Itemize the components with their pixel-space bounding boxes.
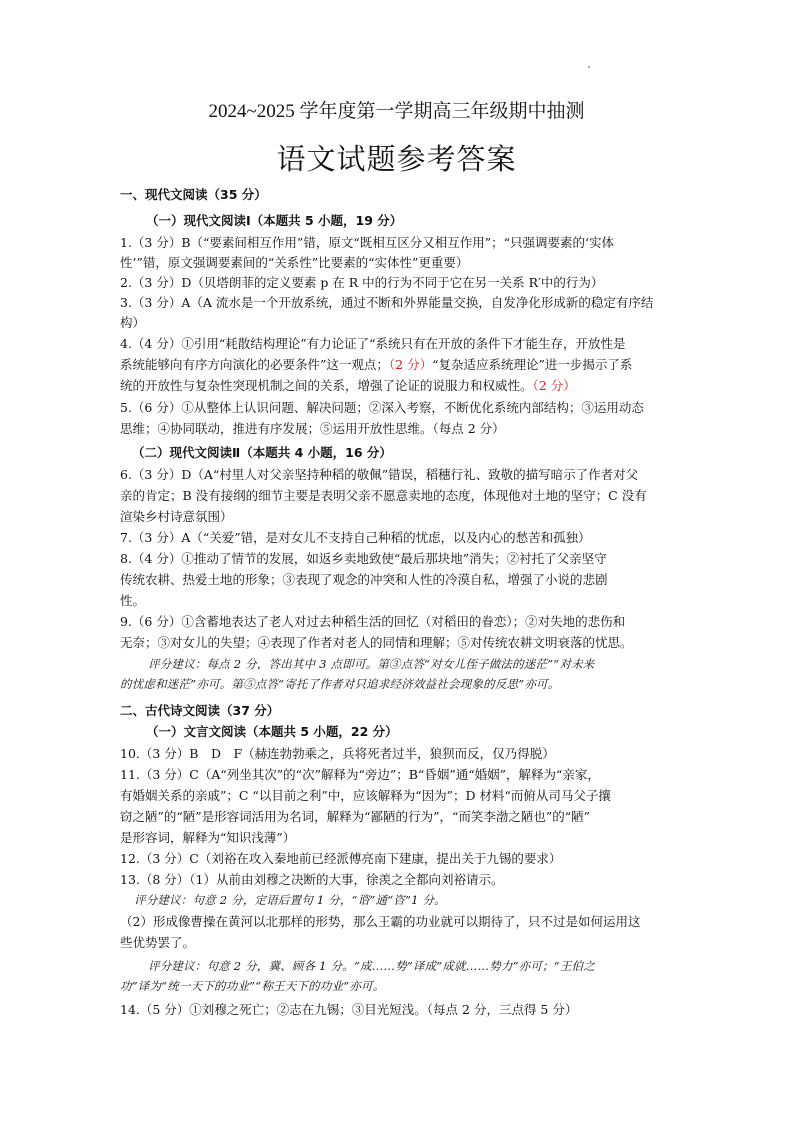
answer-line: 性’”错，原文强调要素间的“关系性”比要素的“实体性”更重要）: [120, 255, 469, 270]
answer-line: （2）形成像曹操在黄河以北那样的形势，那么王霸的功业就可以期待了，只不过是如何运用这: [120, 914, 641, 929]
answer-text: 系统能够向有序方向演化的必要条件”这一观点；: [120, 357, 389, 372]
answer-line: 4.（4 分）①引用“耗散结构理论”有力论证了“系统只有在开放的条件下才能生存，开放性是: [120, 336, 626, 351]
answer-line: [120, 357, 680, 373]
answer-text: “复杂适应系统理论”进一步揭示了系: [432, 357, 633, 372]
answer-line: 5.（6 分）①从整体上认识问题、解决问题；②深入考察，不断优化系统内部结构；③运用动态: [120, 400, 644, 415]
scoring-note: 评分建议：每点 2 分，答出其中 3 点即可。第③点答“对女儿侄子做法的迷茫”“对未来: [148, 657, 595, 671]
answer-line: 窃之陋”的“陋”是形容词活用为名词，解释为“鄙陋的行为”，“而笑李渤之陋也”的“陋”: [120, 809, 591, 824]
answer-line: 亲的肯定；B 没有接纲的细节主要是表明父亲不愿意卖地的态度，体现他对土地的坚守；C 没有: [120, 488, 647, 503]
exam-title: 2024~2025 学年度第一学期高三年级期中抽测: [208, 101, 585, 122]
subsection-heading-reading-2: （二）现代文阅读Ⅱ（本题共 4 小题，16 分）: [132, 445, 392, 460]
answer-line: 10.（3 分）B D F（赫连勃勃乘之，兵将死者过半，狼狈而反，仅乃得脱）: [120, 746, 555, 761]
section-heading-classical-reading: 二、古代诗文阅读（37 分）: [120, 703, 280, 718]
scan-speck: [588, 66, 590, 68]
subsection-heading-classical-prose: （一）文言文阅读（本题共 5 小题，22 分）: [146, 724, 398, 739]
scoring-note: 评分建议：句意 2 分，定语后置句 1 分，“谘”通“咨”1 分。: [134, 893, 446, 907]
answer-line: 14.（5 分）①刘穆之死亡；②志在九锡；③目光短浅。（每点 2 分，三点得 5 分）: [120, 1002, 578, 1017]
score-marker: （2 分）: [532, 378, 576, 393]
scoring-note: 评分建议：句意 2 分，冀、顾各 1 分。“成……势”译成“成就……势力”亦可；“王伯之: [148, 959, 595, 973]
answer-line: 11.（3 分）C（A“列坐其次”的“次”解释为“旁边”；B“昏姻”通“婚姻”，解释为“亲家，: [120, 767, 600, 782]
answer-line: 构）: [120, 315, 146, 330]
subsection-heading-reading-1: （一）现代文阅读Ⅰ（本题共 5 小题，19 分）: [146, 213, 403, 228]
answer-line: 性。: [120, 593, 146, 608]
answer-text: 统的开放性与复杂性突现机制之间的关系，增强了论证的说服力和权威性。: [120, 378, 533, 393]
answer-line: 2.（3 分）D（贝塔朗菲的定义要素 p 在 R 中的行为不同于它在另一关系 R′中的行为）: [120, 275, 604, 290]
scoring-note: 功”译为“统一天下的功业”“称王天下的功业”亦可。: [120, 979, 385, 993]
answer-line: 7.（3 分）A（“关爱”错，是对女儿不支持自己种稻的忧虑，以及内心的愁苦和孤独）: [120, 530, 591, 545]
answer-line: 些优势罢了。: [120, 935, 196, 950]
answer-line: 9.（6 分）①含蓄地表达了老人对过去种稻生活的回忆（对稻田的眷恋）；②对失地的悲伤和: [120, 614, 626, 629]
answer-line: 8.（4 分）①推动了情节的发展，如返乡卖地致使“最后那块地”消失；②衬托了父亲坚守: [120, 551, 607, 566]
answer-line: [120, 378, 680, 394]
answer-line: 有婚姻关系的亲戚”；C “以目前之利”中，应该解释为“因为”；D 材料“而俯从司马父子攘: [120, 788, 611, 803]
document-title: 语文试题参考答案: [276, 142, 517, 176]
answer-line: 3.（3 分）A（A 流水是一个开放系统，通过不断和外界能量交换，自发净化形成新的稳定有序结: [120, 295, 654, 310]
answer-line: 传统农耕、热爱土地的形象；③表现了观念的冲突和人性的冷漠自私，增强了小说的悲剧: [120, 572, 608, 587]
answer-line: 渲染乡村诗意氛围）: [120, 509, 233, 524]
answer-line: 是形容词，解释为“知识浅薄”）: [120, 830, 296, 845]
section-heading-modern-reading: 一、现代文阅读（35 分）: [120, 187, 267, 202]
answer-line: 无奈；③对女儿的失望；④表现了作者对老人的同情和理解；⑤对传统农耕文明衰落的忧思。: [120, 635, 633, 650]
answer-line: 思维；④协同联动，推进有序发展；⑤运用开放性思维。（每点 2 分）: [120, 421, 505, 436]
answer-line: 1.（3 分）B（“要素间相互作用”错，原文“既相互区分又相互作用”；“只强调要素的‘实体: [120, 235, 614, 250]
score-marker: （2 分）: [388, 357, 433, 372]
scoring-note: 的忧虑和迷茫”亦可。第⑤点答“寄托了作者对只追求经济效益社会现象的反思”亦可。: [120, 677, 560, 691]
answer-line: 12.（3 分）C（刘裕在攻入秦地前已经派傅亮南下建康，提出关于九锡的要求）: [120, 851, 562, 866]
answer-line: 13.（8 分）（1）从前由刘穆之决断的大事，徐羡之全都向刘裕请示。: [120, 872, 504, 887]
answer-line: 6.（3 分）D（A“村里人对父亲坚持种稻的敬佩”错误，稻穗行礼、致敬的描写暗示了作者对父: [120, 467, 639, 482]
